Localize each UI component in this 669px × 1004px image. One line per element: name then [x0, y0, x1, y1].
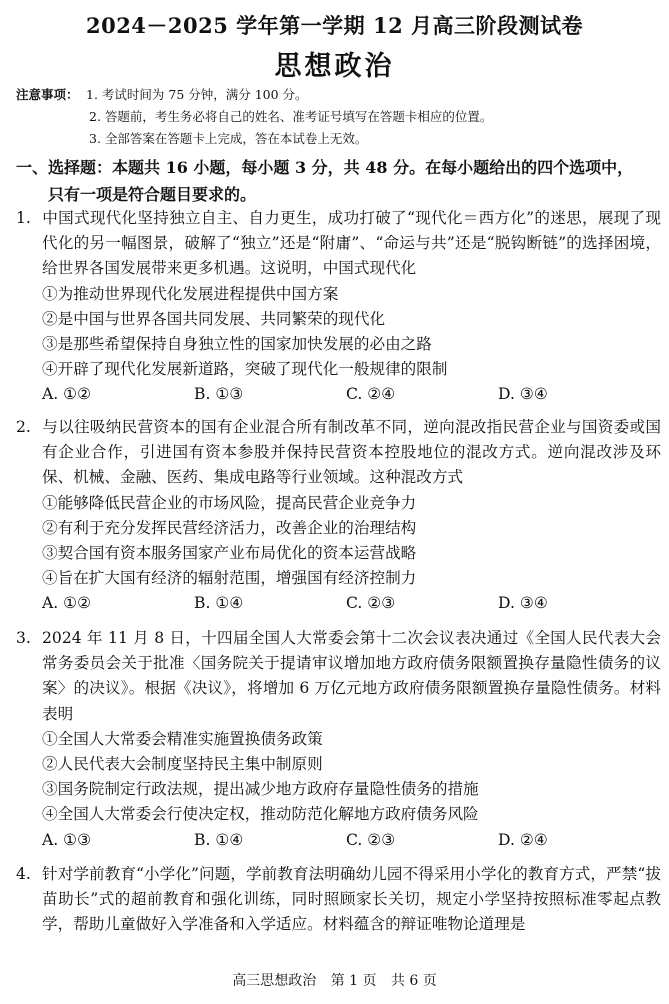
answer-choices	[16, 828, 661, 854]
statement-option: ②人民代表大会制度坚持民主集中制原则	[42, 755, 323, 774]
choice-c: C. ②③	[346, 594, 396, 613]
notice-block	[16, 84, 492, 150]
question-2	[16, 415, 661, 617]
notice-item: 2. 答题前，考生务必将自己的姓名、准考证号填写在答题卡相应的位置。	[89, 109, 493, 124]
statement-option: ③契合国有资本服务国家产业布局优化的资本运营战略	[42, 544, 417, 563]
statement-option: ②有利于充分发挥民营经济活力，改善企业的治理结构	[42, 518, 417, 537]
statement-option: ④旨在扩大国有经济的辐射范围，增强国有经济控制力	[42, 569, 417, 588]
question-number: 4.	[16, 865, 31, 883]
choice-d: D. ②④	[498, 830, 548, 849]
choice-b: B. ①③	[194, 385, 244, 404]
question-number: 3.	[16, 629, 31, 647]
choice-b: B. ①④	[194, 830, 244, 849]
notice-text: 1. 考试时间为 75 分钟，满分 100 分。	[86, 87, 308, 102]
statement-option: ①为推动世界现代化发展进程提供中国方案	[42, 284, 339, 303]
notice-item	[16, 84, 492, 106]
statement-option: ①全国人大常委会精准实施置换债务政策	[42, 729, 323, 748]
choice-b: B. ①④	[194, 594, 244, 613]
choice-a: A. ①②	[42, 385, 92, 404]
section-heading	[16, 154, 661, 208]
page-footer	[0, 970, 669, 990]
choice-d: D. ③④	[498, 385, 548, 404]
question-text: 与以往吸纳民营资本的国有企业混合所有制改革不同，逆向混改指民营企业与国资委或国有企业合作，引进国有资本参股并保持民营资本控股地位的混改方式。逆向混改涉及环保、机械、金融、医药、集成电路等行业领域。这种混改方式	[42, 418, 661, 487]
statement-option: ①能够降低民营企业的市场风险，提高民营企业竞争力	[42, 493, 417, 512]
subject-title: 思想政治	[274, 51, 395, 82]
question-text: 中国式现代化坚持独立自主、自力更生，成功打破了“现代化＝西方化”的迷思，展现了现代化的另一幅图景，破解了“独立”还是“附庸”、“命运与共”还是“脱钩断链”的选择困境，给世界各国发展带来更多机遇。这说明，中国式现代化	[42, 209, 661, 278]
footer-page-number: 第 1 页	[330, 973, 377, 989]
question-text: 针对学前教育“小学化”问题，学前教育法明确幼儿园不得采用小学化的教育方式，严禁“拔苗助长”式的超前教育和强化训练，同时照顾家长关切，规定小学坚持按照标准零起点教学，帮助儿童做好入学准备和入学适应。材料蕴含的辩证唯物论道理是	[42, 865, 661, 934]
question-stem	[16, 626, 661, 727]
statement-option: ④全国人大常委会行使决定权，推动防范化解地方政府债务风险	[42, 805, 479, 824]
question-stem	[16, 862, 661, 938]
section-line: 一、选择题：本题共 16 小题，每小题 3 分，共 48 分。在每小题给出的四个选项中，	[16, 158, 634, 177]
question-number: 1.	[16, 209, 31, 227]
statement-option: ④开辟了现代化发展新道路，突破了现代化一般规律的限制	[42, 360, 448, 379]
question-4	[16, 862, 661, 938]
statement-option: ③国务院制定行政法规，提出减少地方政府存量隐性债务的措施	[42, 780, 479, 799]
footer-subject: 高三思想政治	[232, 973, 317, 989]
question-stem	[16, 206, 661, 282]
footer-total-pages: 共 6 页	[390, 973, 437, 989]
statement-option: ②是中国与世界各国共同发展、共同繁荣的现代化	[42, 309, 386, 328]
question-text: 2024 年 11 月 8 日，十四届全国人大常委会第十二次会议表决通过《全国人民代表大会常务委员会关于批准〈国务院关于提请审议增加地方政府债务限额置换存量隐性债务的议案〉的决议》。根据《决议》，将增加 6 万亿元地方政府债务限额置换存量隐性债务。材料表明	[42, 629, 661, 723]
notice-item: 3. 全部答案在答题卡上完成，答在本试卷上无效。	[89, 131, 368, 146]
question-stem	[16, 415, 661, 491]
choice-a: A. ①②	[42, 594, 92, 613]
question-1	[16, 206, 661, 408]
choice-c: C. ②④	[346, 385, 396, 404]
choice-a: A. ①③	[42, 830, 92, 849]
choice-c: C. ②③	[346, 830, 396, 849]
exam-title: 2024－2025 学年第一学期 12 月高三阶段测试卷	[85, 13, 584, 38]
answer-choices	[16, 382, 661, 408]
question-number: 2.	[16, 418, 31, 436]
notice-label: 注意事项：	[16, 87, 79, 102]
section-line: 只有一项是符合题目要求的。	[48, 185, 257, 204]
question-3	[16, 626, 661, 854]
answer-choices	[16, 591, 661, 617]
choice-d: D. ③④	[498, 594, 548, 613]
statement-option: ③是那些希望保持自身独立性的国家加快发展的必由之路	[42, 335, 432, 354]
